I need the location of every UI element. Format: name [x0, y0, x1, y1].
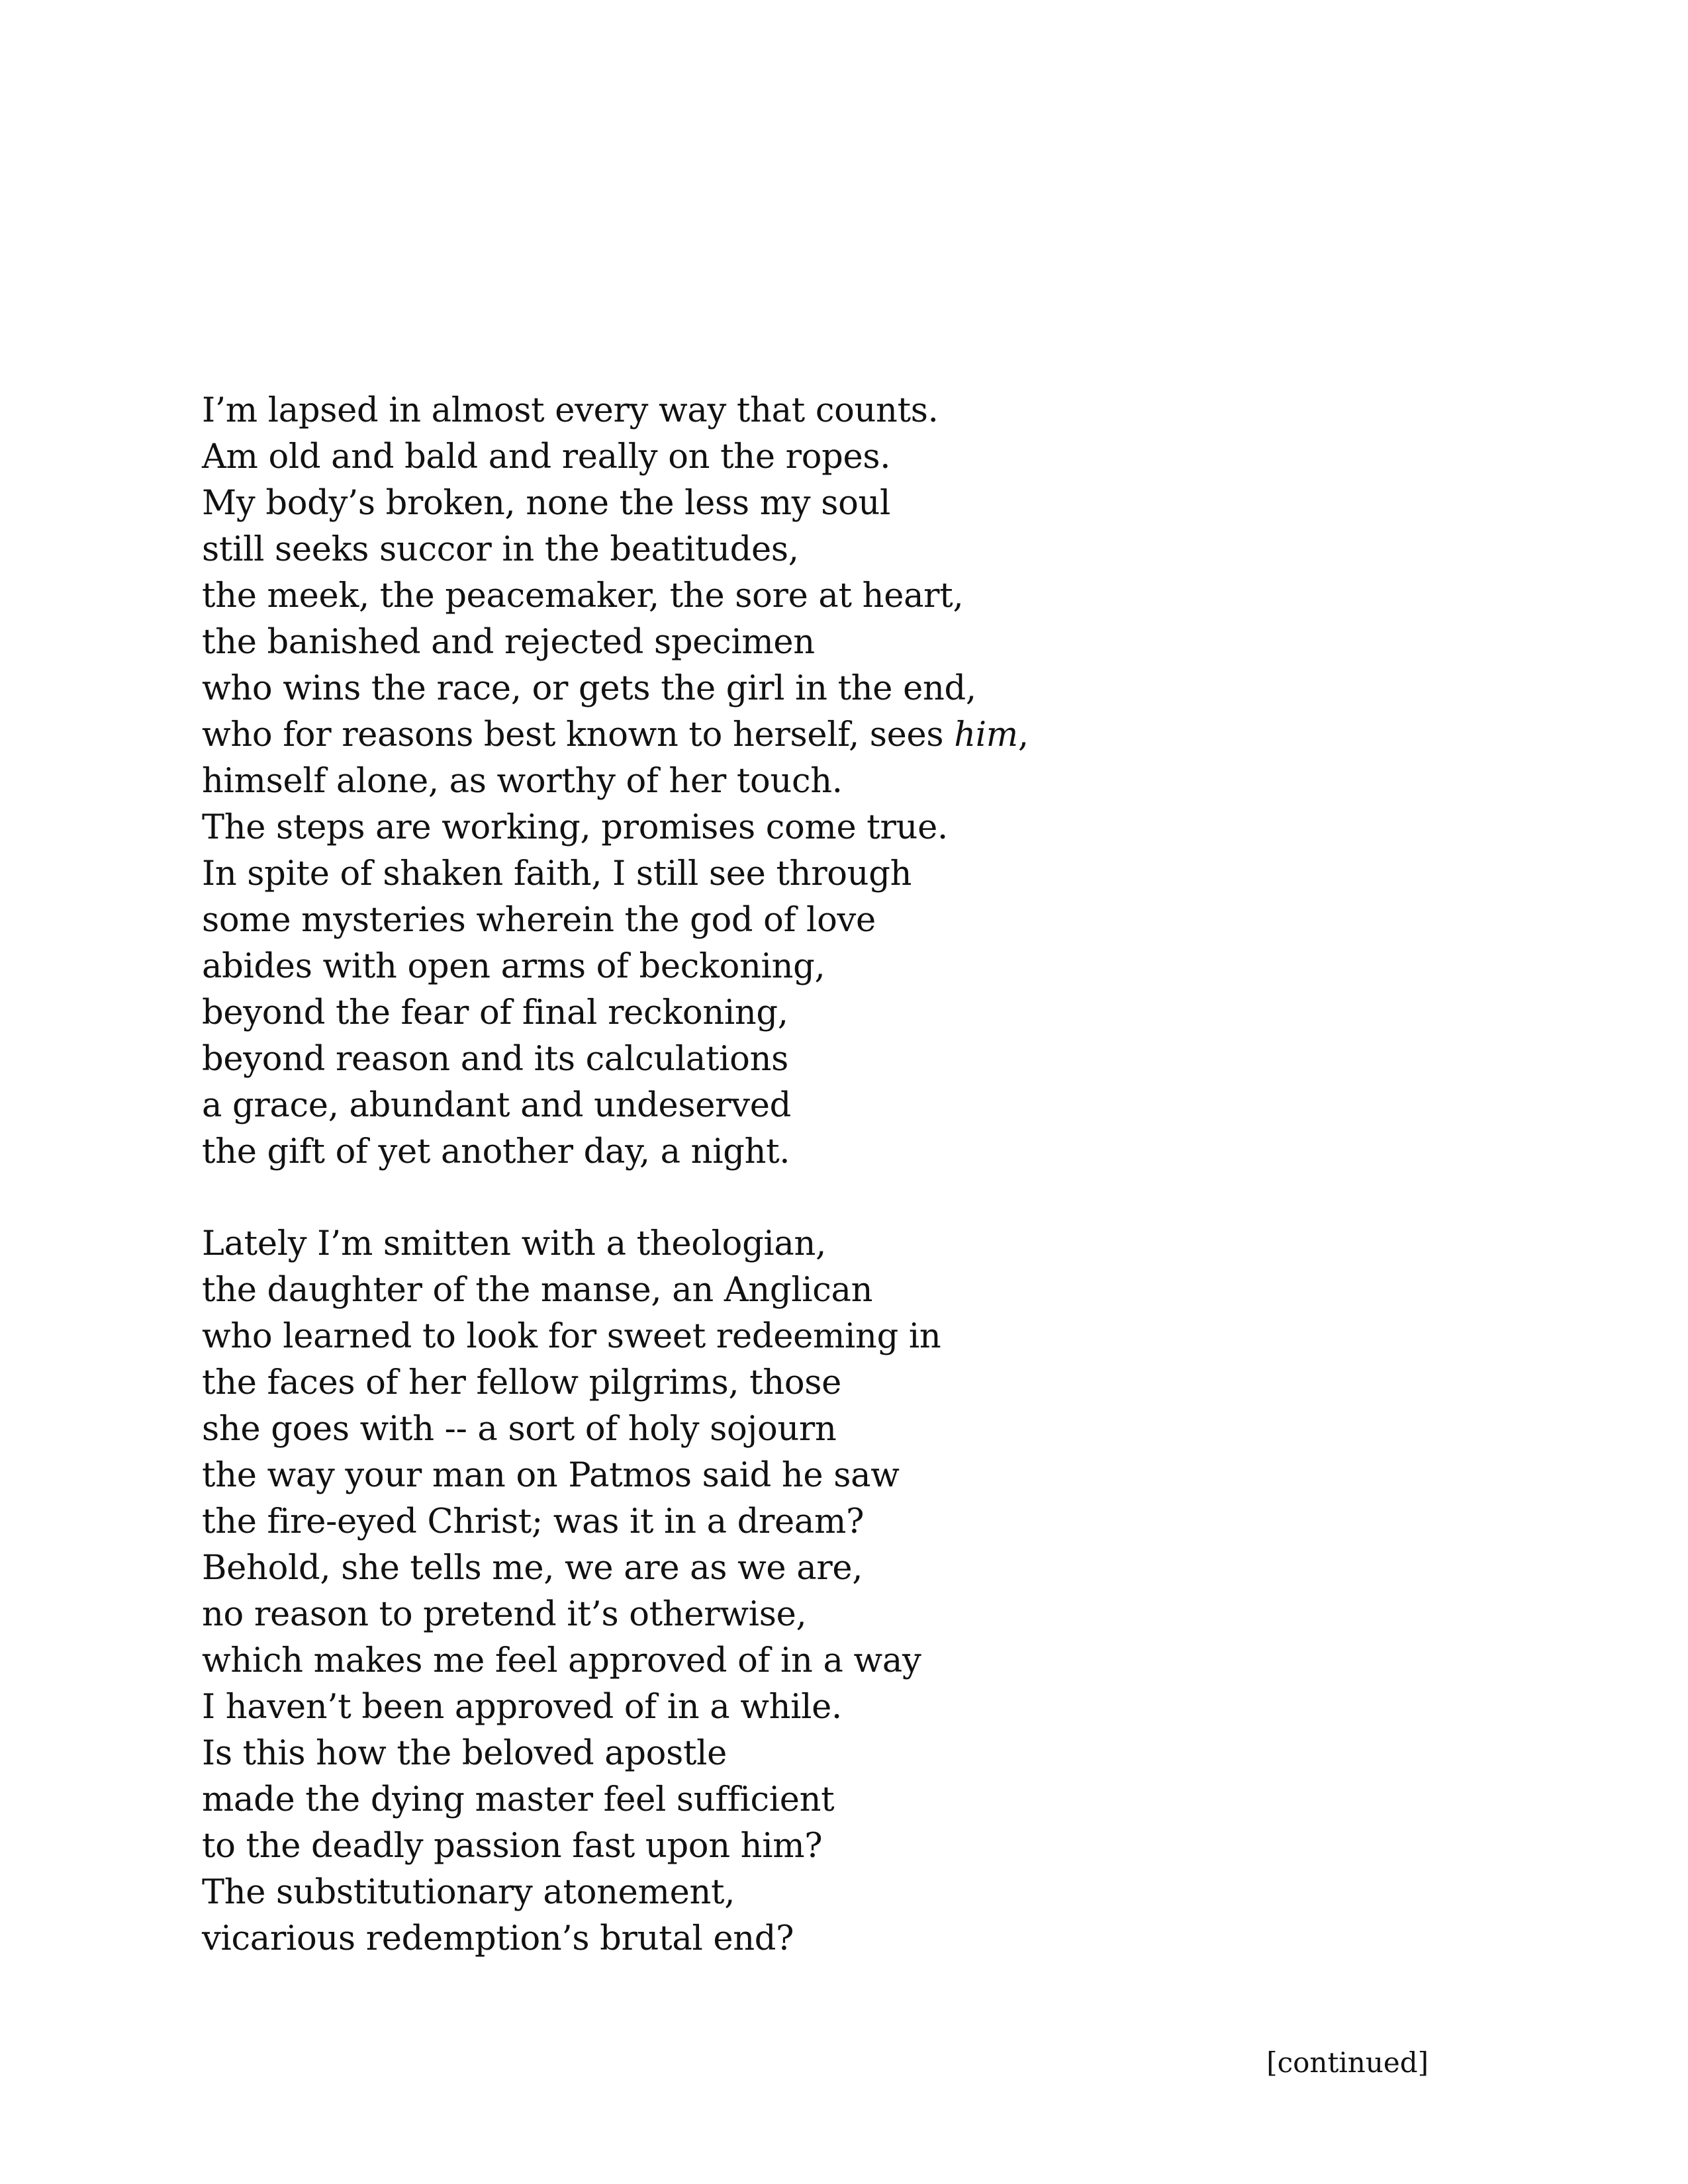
- poem-line: the fire-eyed Christ; was it in a dream?: [202, 1502, 865, 1541]
- poem-line: Lately I’m smitten with a theologian,: [202, 1224, 826, 1263]
- line-text-before: who for reasons best known to herself, sees: [202, 715, 955, 754]
- poem-line: the meek, the peacemaker, the sore at heart,: [202, 576, 964, 615]
- poem-line-with-italic: [202, 712, 1029, 758]
- poem-line: who wins the race, or gets the girl in the end,: [202, 669, 976, 708]
- poem-line: the faces of her fellow pilgrims, those: [202, 1363, 842, 1402]
- poem-line: I haven’t been approved of in a while.: [202, 1688, 842, 1727]
- poem-line: the banished and rejected specimen: [202, 623, 815, 662]
- poem-line: beyond the fear of final reckoning,: [202, 993, 788, 1032]
- italic-word: him: [954, 715, 1018, 754]
- poem-line: no reason to pretend it’s otherwise,: [202, 1595, 807, 1634]
- poem-line: In spite of shaken faith, I still see through: [202, 854, 912, 893]
- continued-marker: [continued]: [1266, 2046, 1429, 2079]
- poem-line: I’m lapsed in almost every way that counts.: [202, 391, 939, 430]
- poem-line: Behold, she tells me, we are as we are,: [202, 1549, 863, 1588]
- poem-line: who learned to look for sweet redeeming in: [202, 1317, 941, 1356]
- poem-line: still seeks succor in the beatitudes,: [202, 530, 799, 569]
- stanza-2: [202, 1221, 941, 1962]
- poem-line: made the dying master feel sufficient: [202, 1780, 835, 1819]
- stanza-1: [202, 388, 1029, 1175]
- poem-line: My body’s broken, none the less my soul: [202, 484, 891, 523]
- poem-line: the way your man on Patmos said he saw: [202, 1456, 900, 1495]
- poem-line: to the deadly passion fast upon him?: [202, 1827, 823, 1866]
- line-text-after: ,: [1017, 715, 1029, 754]
- poem-line: a grace, abundant and undeserved: [202, 1086, 791, 1125]
- poem-line: beyond reason and its calculations: [202, 1040, 788, 1079]
- poem-line: some mysteries wherein the god of love: [202, 901, 876, 940]
- poem-line: The substitutionary atonement,: [202, 1873, 735, 1912]
- poem-line: Is this how the beloved apostle: [202, 1734, 727, 1773]
- poem-line: abides with open arms of beckoning,: [202, 947, 825, 986]
- poem-line: the gift of yet another day, a night.: [202, 1132, 790, 1171]
- poem-line: The steps are working, promises come true.: [202, 808, 948, 847]
- poem-line: vicarious redemption’s brutal end?: [202, 1919, 794, 1958]
- poem-line: Am old and bald and really on the ropes.: [202, 437, 891, 477]
- poem-line: which makes me feel approved of in a way: [202, 1641, 921, 1680]
- poem-line: she goes with -- a sort of holy sojourn: [202, 1410, 837, 1449]
- poem-line: himself alone, as worthy of her touch.: [202, 762, 843, 801]
- poem-line: the daughter of the manse, an Anglican: [202, 1271, 873, 1310]
